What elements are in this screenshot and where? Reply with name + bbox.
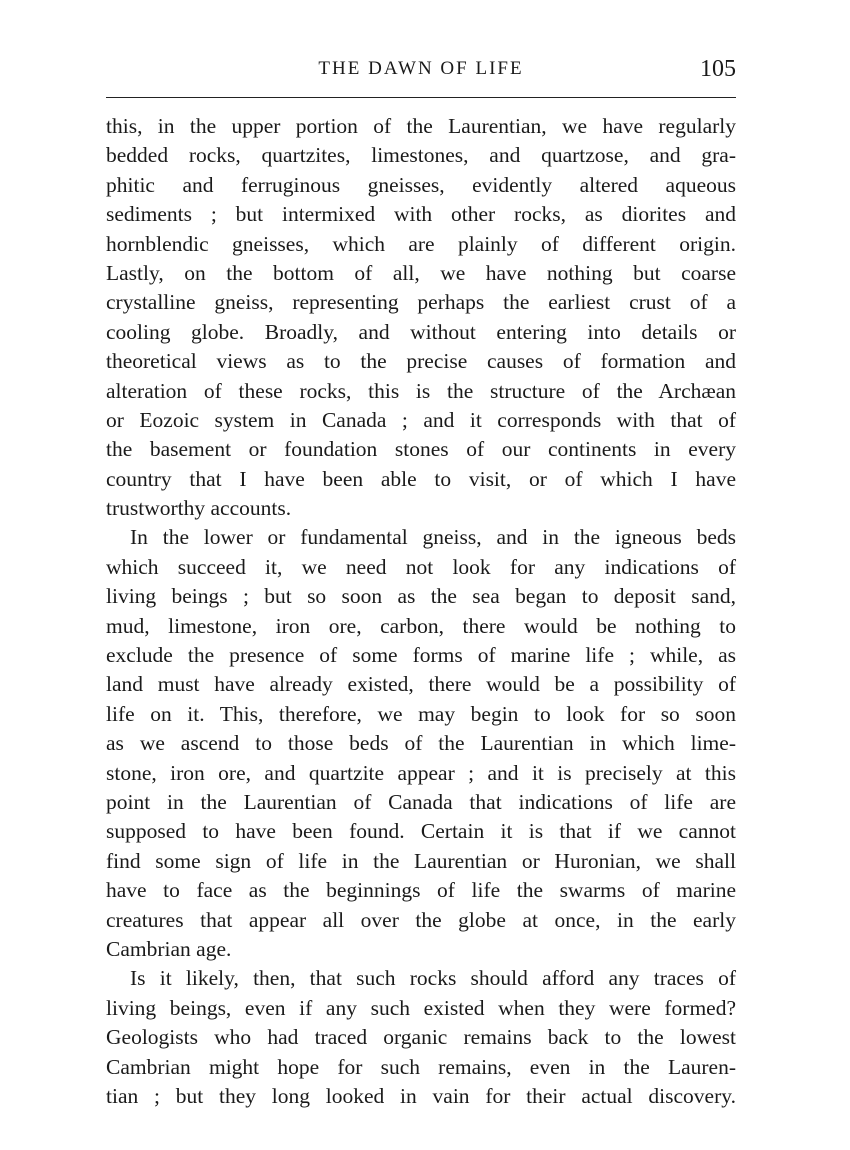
text-line: Geologists who had traced organic remains back to the lowest <box>106 1025 736 1050</box>
text-line: find some sign of life in the Laurentian or Huronian, we shall <box>106 848 736 873</box>
text-line: this, in the upper portion of the Laurentian, we have regularly <box>106 114 736 138</box>
body-text <box>106 112 736 1111</box>
text-line: alteration of these rocks, this is the structure of the Archæan <box>106 378 736 403</box>
running-head-title: THE DAWN OF LIFE <box>318 58 524 79</box>
text-line: point in the Laurentian of Canada that indications of life are <box>106 789 736 814</box>
running-head <box>106 56 736 88</box>
text-line: Lastly, on the bottom of all, we have nothing but coarse <box>106 260 736 285</box>
text-line: tian ; but they long looked in vain for their actual discovery. <box>106 1083 736 1108</box>
text-line: theoretical views as to the precise causes of formation and <box>106 349 736 374</box>
text-line: mud, limestone, iron ore, carbon, there would be nothing to <box>106 613 736 638</box>
text-line: Cambrian might hope for such remains, even in the Lauren- <box>106 1054 736 1079</box>
text-line: Is it likely, then, that such rocks should afford any traces of <box>130 966 736 991</box>
page-number: 105 <box>700 56 736 82</box>
text-line: exclude the presence of some forms of marine life ; while, as <box>106 643 736 668</box>
text-line: as we ascend to those beds of the Laurentian in which lime- <box>106 731 736 756</box>
text-line: hornblendic gneisses, which are plainly of different origin. <box>106 231 736 256</box>
text-line: bedded rocks, quartzites, limestones, and quartzose, and gra- <box>106 143 736 168</box>
text-line: In the lower or fundamental gneiss, and in the igneous beds <box>130 525 736 550</box>
text-line: country that I have been able to visit, or of which I have <box>106 466 736 491</box>
text-line: creatures that appear all over the globe at once, in the early <box>106 907 736 932</box>
text-line: supposed to have been found. Certain it is that if we cannot <box>106 819 736 844</box>
text-line: crystalline gneiss, representing perhaps the earliest crust of a <box>106 290 736 315</box>
text-line: trustworthy accounts. <box>106 496 292 521</box>
text-line: have to face as the beginnings of life the swarms of marine <box>106 878 736 903</box>
header-rule <box>106 97 736 98</box>
text-line: living beings, even if any such existed when they were formed? <box>106 995 736 1020</box>
text-line: life on it. This, therefore, we may begin to look for so soon <box>106 701 736 726</box>
text-line: Cambrian age. <box>106 936 232 961</box>
text-line: land must have already existed, there would be a possibility of <box>106 672 736 697</box>
text-line: stone, iron ore, and quartzite appear ; and it is precisely at this <box>106 760 736 785</box>
text-line: living beings ; but so soon as the sea began to deposit sand, <box>106 584 736 609</box>
text-line: which succeed it, we need not look for any indications of <box>106 554 736 579</box>
text-line: phitic and ferruginous gneisses, evidently altered aqueous <box>106 172 736 197</box>
text-line: cooling globe. Broadly, and without entering into details or <box>106 319 736 344</box>
text-line: sediments ; but intermixed with other rocks, as diorites and <box>106 202 736 227</box>
text-line: the basement or foundation stones of our continents in every <box>106 437 736 462</box>
text-line: or Eozoic system in Canada ; and it corresponds with that of <box>106 407 736 432</box>
